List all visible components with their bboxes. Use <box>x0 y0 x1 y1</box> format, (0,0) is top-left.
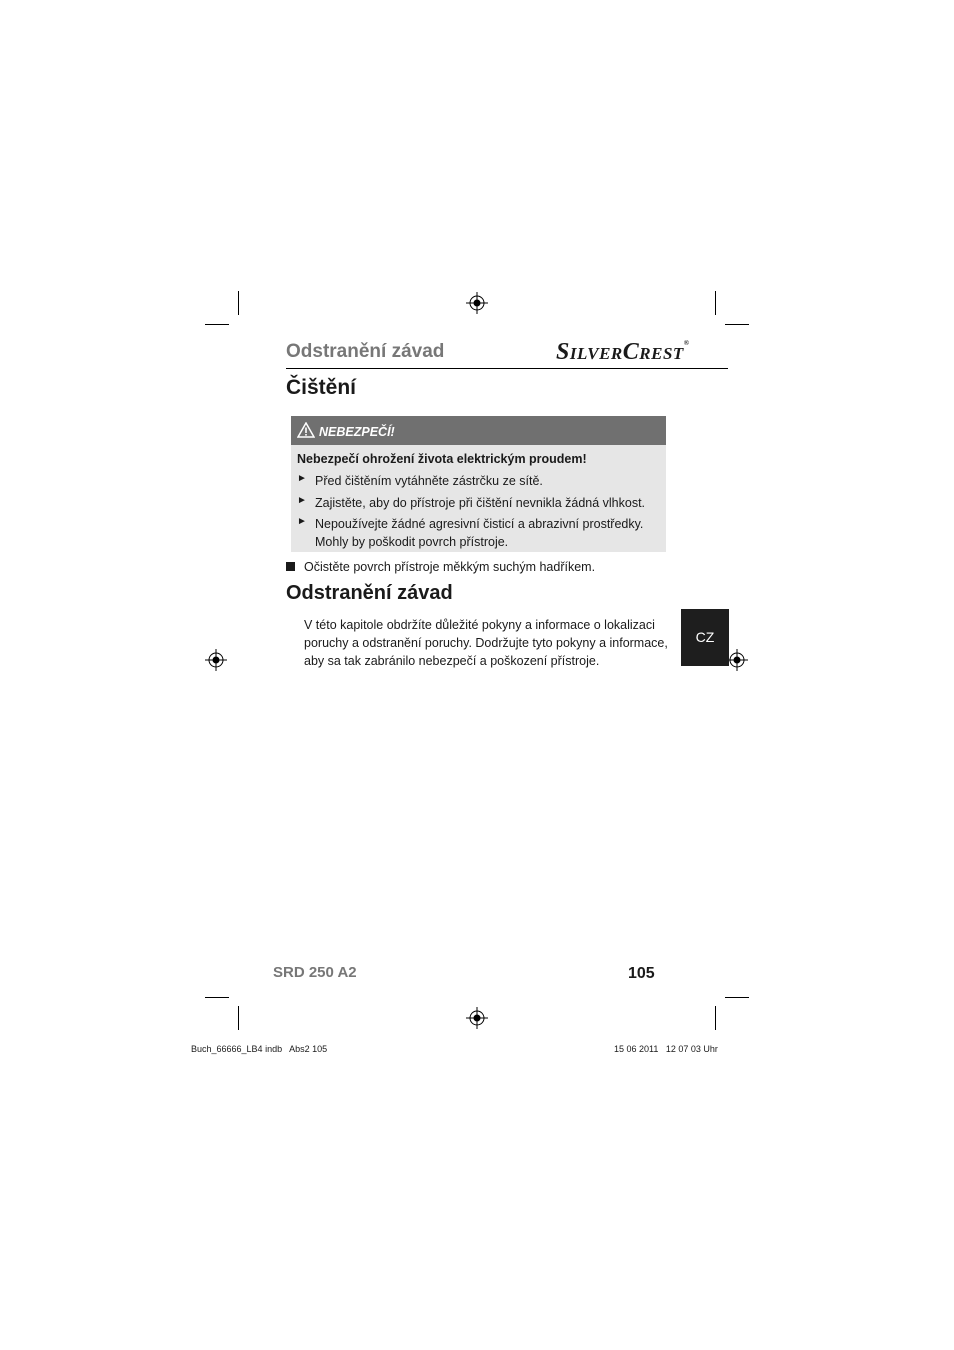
brand-text: REST <box>639 344 684 363</box>
running-header: Odstranění závad <box>286 341 445 362</box>
page-number: 105 <box>628 965 655 982</box>
warning-triangle-icon <box>297 422 315 438</box>
crop-mark <box>725 324 749 325</box>
crop-mark <box>205 997 229 998</box>
brand-logo <box>556 339 690 366</box>
square-bullet-icon <box>286 562 295 571</box>
registered-mark: ® <box>683 339 690 347</box>
registration-mark-icon <box>466 1007 488 1029</box>
crop-mark <box>715 291 716 315</box>
warning-box <box>291 416 666 552</box>
registration-mark-icon <box>205 649 227 671</box>
brand-letter: S <box>556 339 570 365</box>
crop-mark <box>715 1006 716 1030</box>
warning-bar <box>291 416 666 445</box>
language-tab <box>681 609 729 666</box>
crop-mark <box>725 997 749 998</box>
crop-mark <box>205 324 229 325</box>
print-info-right: 15 06 2011 12 07 03 Uhr <box>614 1044 718 1054</box>
crop-mark <box>238 1006 239 1030</box>
arrow-bullet-icon: ► <box>297 473 307 484</box>
arrow-bullet-icon: ► <box>297 495 307 506</box>
registration-mark-icon <box>466 292 488 314</box>
warning-heading: Nebezpečí ohrožení života elektrickým proudem! <box>297 452 587 466</box>
section-title-cleaning: Čištění <box>286 376 357 399</box>
section-title-troubleshooting: Odstranění závad <box>286 582 453 604</box>
brand-text: ILVER <box>569 344 623 363</box>
print-info-left: Buch_66666_LB4 indb Abs2 105 <box>191 1044 328 1054</box>
intro-paragraph: V této kapitole obdržíte důležité pokyny a informace o lokalizaci poruchy a odstranění poruchy. Dodržujte tyto pokyny a informace, aby sa tak zabránilo nebezpečí a poškození přístroje. <box>304 618 668 668</box>
list-item-text: Před čištěním vytáhněte zástrčku ze sítě. <box>315 474 543 488</box>
crop-mark <box>238 291 239 315</box>
brand-letter: C <box>622 339 640 365</box>
instruction-text: Očistěte povrch přístroje měkkým suchým hadříkem. <box>304 560 596 574</box>
language-code: CZ <box>695 629 715 645</box>
header-divider <box>286 368 728 369</box>
arrow-bullet-icon: ► <box>297 516 307 527</box>
model-number: SRD 250 A2 <box>273 964 357 981</box>
instruction-step <box>286 560 595 574</box>
warning-label: NEBEZPEČÍ! <box>319 425 395 439</box>
registration-mark-icon <box>726 649 748 671</box>
list-item-text: Nepoužívejte žádné agresivní čisticí a abrazivní prostředky. Mohly by poškodit povrch přístroje. <box>315 517 644 549</box>
list-item-text: Zajistěte, aby do přístroje při čištění nevnikla žádná vlhkost. <box>315 496 646 510</box>
